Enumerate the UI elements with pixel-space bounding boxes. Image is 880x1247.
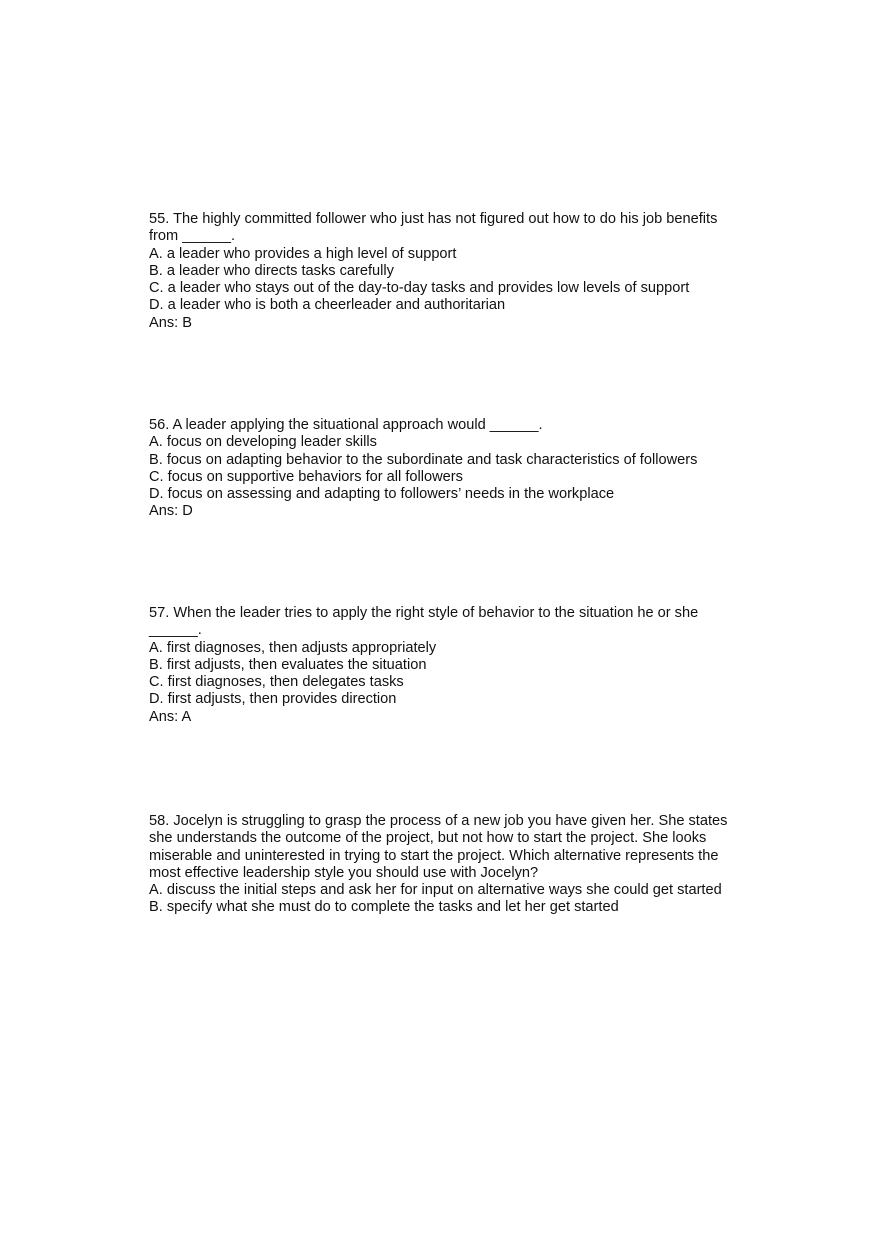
answer-option-c: C. focus on supportive behaviors for all followers — [149, 468, 463, 485]
answer-option-d: D. a leader who is both a cheerleader and authoritarian — [149, 297, 506, 314]
answer-option-b: B. focus on adapting behavior to the subordinate and task characteristics of followers — [149, 451, 698, 468]
answer-option-b: B. first adjusts, then evaluates the situation — [149, 656, 427, 673]
question-stem: 55. The highly committed follower who just has not figured out how to do his job benefits from ______. — [149, 211, 722, 245]
answer-option-a: A. a leader who provides a high level of support — [149, 245, 457, 262]
answer-option-b: B. a leader who directs tasks carefully — [149, 262, 394, 279]
answer-key: Ans: A — [149, 708, 192, 725]
answer-option-d: D. first adjusts, then provides direction — [149, 691, 397, 708]
answer-option-c: C. first diagnoses, then delegates tasks — [149, 674, 404, 691]
answer-key: Ans: D — [149, 503, 193, 520]
answer-option-c: C. a leader who stays out of the day-to-day tasks and provides low levels of support — [149, 280, 690, 297]
answer-option-b: B. specify what she must do to complete the tasks and let her get started — [149, 899, 619, 916]
question-56 — [149, 417, 749, 521]
question-57 — [149, 605, 749, 726]
question-58 — [149, 813, 749, 917]
answer-key: Ans: B — [149, 314, 192, 331]
answer-option-d: D. focus on assessing and adapting to followers’ needs in the workplace — [149, 486, 615, 503]
question-55 — [149, 211, 749, 332]
answer-option-a: A. focus on developing leader skills — [149, 434, 377, 451]
answer-option-a: A. first diagnoses, then adjusts appropriately — [149, 639, 437, 656]
question-stem: 56. A leader applying the situational approach would ______. — [149, 417, 543, 433]
answer-option-a: A. discuss the initial steps and ask her for input on alternative ways she could get started — [149, 882, 722, 899]
question-stem: 57. When the leader tries to apply the right style of behavior to the situation he or she ______. — [149, 605, 703, 639]
question-stem: 58. Jocelyn is struggling to grasp the process of a new job you have given her. She states she understands the outcome of the project, but not how to start the project. She looks miserable and uninterested in trying to start the project. Which alternative represents the most effective leadership style you should use with Jocelyn? — [149, 813, 732, 881]
